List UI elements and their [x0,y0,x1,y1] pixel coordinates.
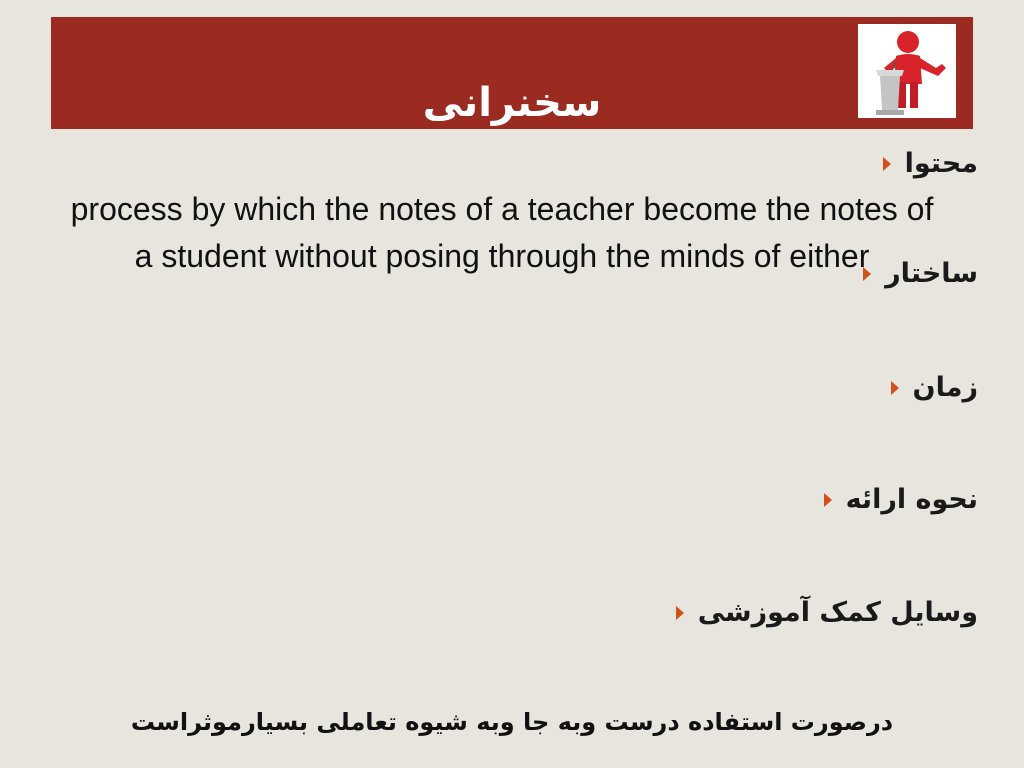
triangle-bullet-icon [883,157,891,171]
bullet-item-time [891,372,978,403]
slide-title: سخنرانی [422,80,602,126]
bullet-label: نحوه ارائه [845,484,978,515]
bullet-label: محتوا [904,148,978,179]
bullet-label: وسایل کمک آموزشی [697,597,978,628]
bullet-label: زمان [912,372,978,403]
triangle-bullet-icon [824,493,832,507]
bullet-label: ساختار [885,258,978,289]
bullet-item-content [883,148,978,179]
speaker-at-podium-icon [858,24,956,118]
triangle-bullet-icon [891,381,899,395]
lecture-definition-quote: process by which the notes of a teacher become the notes of a student without posing through the minds of either [70,191,934,274]
bullet-item-teaching-aids [676,597,978,628]
bullet-item-presentation [824,484,978,515]
title-bar [51,17,973,129]
triangle-bullet-icon [676,606,684,620]
footer-note: درصورت استفاده درست وبه جا وبه شیوه تعاملی بسیارموثراست [130,708,894,736]
